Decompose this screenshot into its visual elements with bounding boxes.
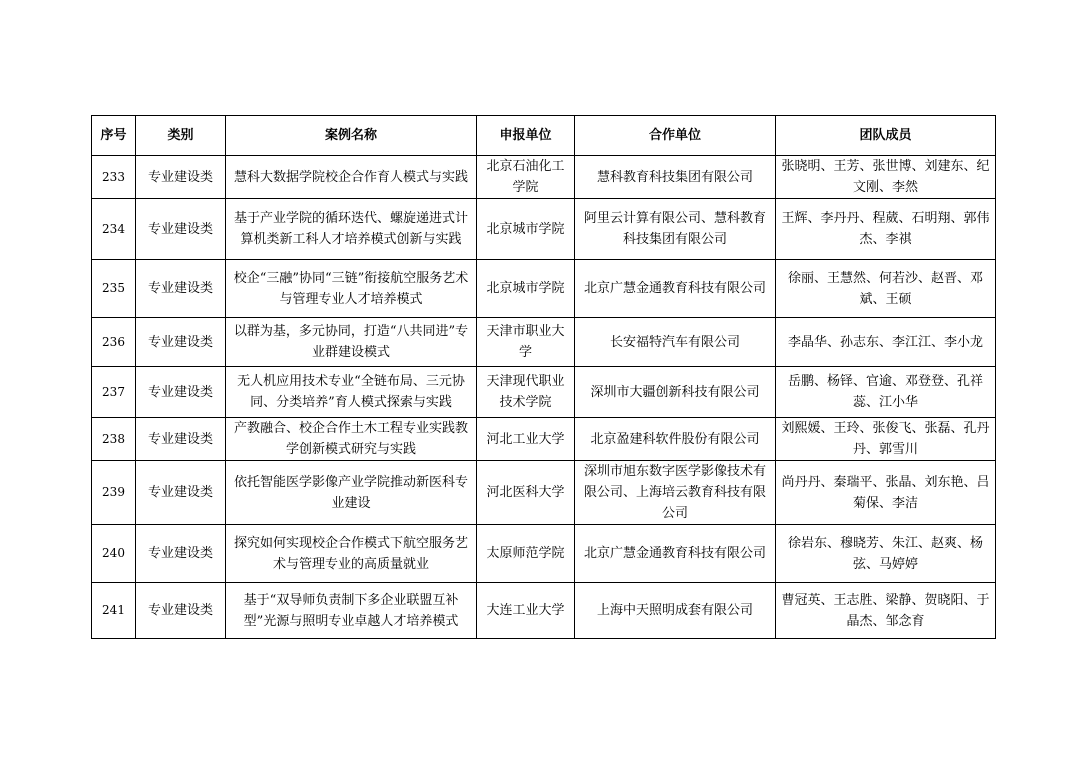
cell-case-name: 依托智能医学影像产业学院推动新医科专业建设 [226,461,477,525]
cell-partner: 北京盈建科软件股份有限公司 [575,418,776,461]
cell-team: 李晶华、孙志东、李江江、李小龙 [776,318,996,367]
cell-team: 王辉、李丹丹、程葳、石明翔、郭伟杰、李祺 [776,199,996,260]
cell-no: 235 [92,260,136,318]
cell-applicant: 太原师范学院 [477,525,575,583]
table-row [92,260,996,318]
cell-partner: 北京广慧金通教育科技有限公司 [575,525,776,583]
cell-team: 徐岩东、穆晓芳、朱江、赵爽、杨弦、马婷婷 [776,525,996,583]
cell-partner: 北京广慧金通教育科技有限公司 [575,260,776,318]
header-case-name: 案例名称 [226,116,477,156]
cell-applicant: 河北工业大学 [477,418,575,461]
cell-partner: 阿里云计算有限公司、慧科教育科技集团有限公司 [575,199,776,260]
cell-partner: 上海中天照明成套有限公司 [575,583,776,639]
cell-category: 专业建设类 [136,583,226,639]
cell-case-name: 慧科大数据学院校企合作育人模式与实践 [226,156,477,199]
header-team: 团队成员 [776,116,996,156]
cell-category: 专业建设类 [136,156,226,199]
cell-no: 233 [92,156,136,199]
case-table [91,115,996,639]
header-category: 类别 [136,116,226,156]
table-row [92,156,996,199]
cell-category: 专业建设类 [136,525,226,583]
cell-category: 专业建设类 [136,318,226,367]
header-partner: 合作单位 [575,116,776,156]
cell-applicant: 北京石油化工学院 [477,156,575,199]
cell-partner: 长安福特汽车有限公司 [575,318,776,367]
cell-applicant: 天津现代职业技术学院 [477,367,575,418]
table-row [92,461,996,525]
cell-team: 徐丽、王慧然、何若沙、赵晋、邓斌、王硕 [776,260,996,318]
header-applicant: 申报单位 [477,116,575,156]
cell-applicant: 河北医科大学 [477,461,575,525]
cell-team: 张晓明、王芳、张世博、刘建东、纪文刚、李然 [776,156,996,199]
cell-category: 专业建设类 [136,260,226,318]
cell-category: 专业建设类 [136,199,226,260]
cell-no: 241 [92,583,136,639]
cell-team: 曹冠英、王志胜、梁静、贺晓阳、于晶杰、邹念育 [776,583,996,639]
table-row [92,318,996,367]
cell-no: 234 [92,199,136,260]
cell-no: 239 [92,461,136,525]
cell-case-name: 校企“三融”协同“三链”衔接航空服务艺术与管理专业人才培养模式 [226,260,477,318]
cell-team: 尚丹丹、秦瑞平、张晶、刘东艳、吕菊保、李洁 [776,461,996,525]
cell-team: 岳鹏、杨铎、官逾、邓登登、孔祥蕊、江小华 [776,367,996,418]
cell-applicant: 天津市职业大学 [477,318,575,367]
cell-no: 240 [92,525,136,583]
table-row [92,367,996,418]
cell-case-name: 基于产业学院的循环迭代、螺旋递进式计算机类新工科人才培养模式创新与实践 [226,199,477,260]
table-row [92,583,996,639]
cell-applicant: 北京城市学院 [477,260,575,318]
cell-partner: 深圳市旭东数字医学影像技术有限公司、上海培云教育科技有限公司 [575,461,776,525]
cell-case-name: 产教融合、校企合作土木工程专业实践教学创新模式研究与实践 [226,418,477,461]
table-row [92,418,996,461]
cell-no: 237 [92,367,136,418]
cell-category: 专业建设类 [136,418,226,461]
cell-case-name: 基于“双导师负责制下多企业联盟互补型”光源与照明专业卓越人才培养模式 [226,583,477,639]
cell-category: 专业建设类 [136,461,226,525]
cell-applicant: 大连工业大学 [477,583,575,639]
cell-case-name: 以群为基，多元协同，打造“八共同进”专业群建设模式 [226,318,477,367]
table-row [92,525,996,583]
cell-case-name: 探究如何实现校企合作模式下航空服务艺术与管理专业的高质量就业 [226,525,477,583]
header-no: 序号 [92,116,136,156]
cell-team: 刘熙媛、王玲、张俊飞、张磊、孔丹丹、郭雪川 [776,418,996,461]
cell-partner: 深圳市大疆创新科技有限公司 [575,367,776,418]
table-header-row [92,116,996,156]
table-row [92,199,996,260]
cell-category: 专业建设类 [136,367,226,418]
cell-applicant: 北京城市学院 [477,199,575,260]
cell-partner: 慧科教育科技集团有限公司 [575,156,776,199]
cell-no: 236 [92,318,136,367]
cell-no: 238 [92,418,136,461]
cell-case-name: 无人机应用技术专业“全链布局、三元协同、分类培养”育人模式探索与实践 [226,367,477,418]
